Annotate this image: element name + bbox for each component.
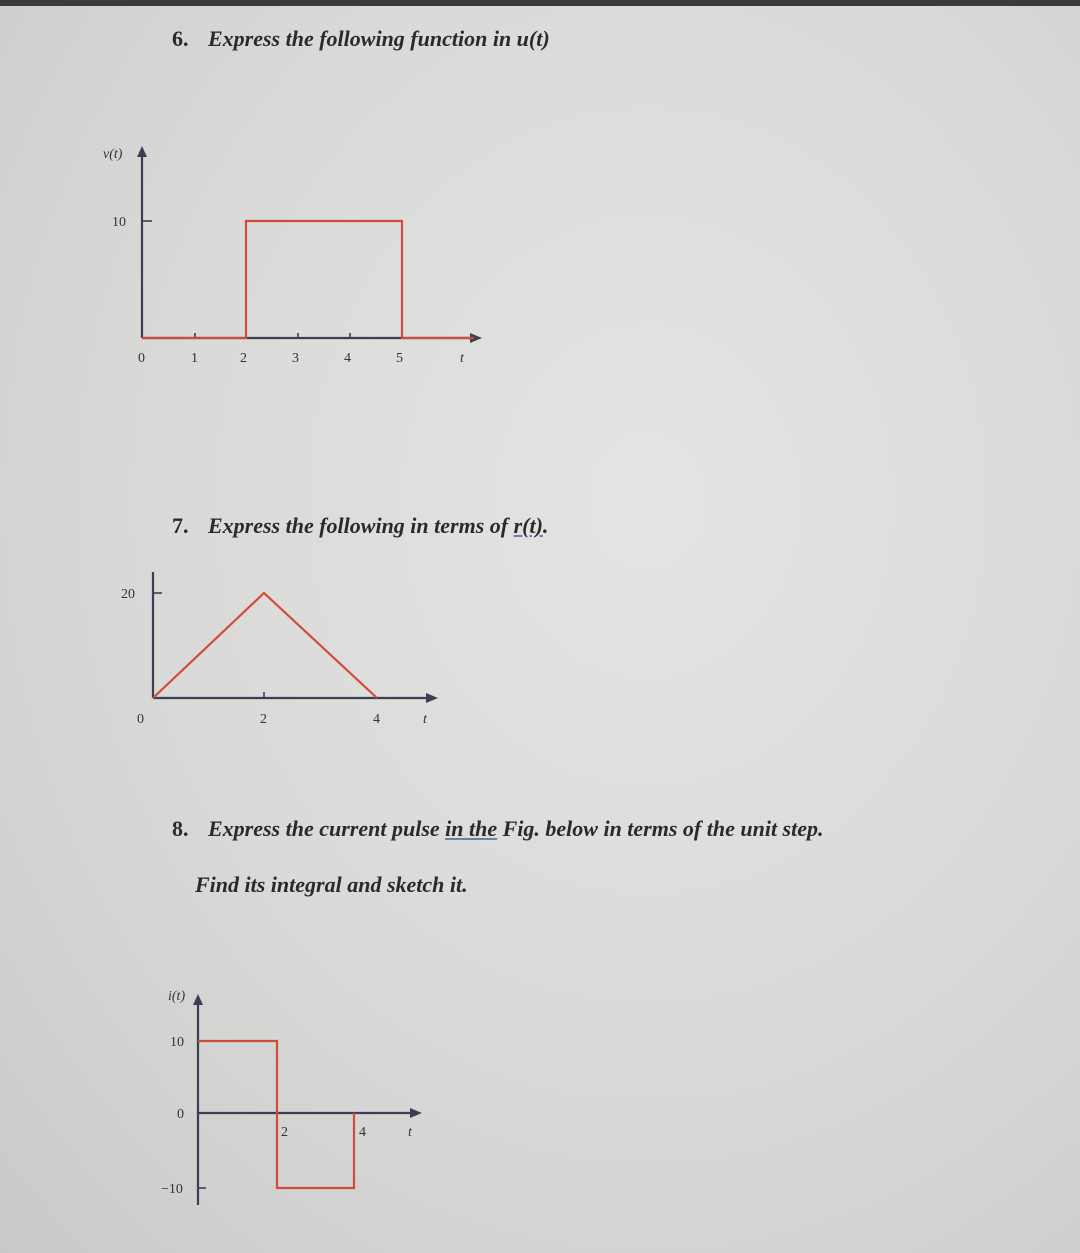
fig8-x-tick-label-4: 4 [359, 1125, 366, 1140]
question-8 [172, 816, 824, 842]
fig6-y-arrow [137, 146, 147, 157]
fig7-x-tick-label-4: 4 [373, 712, 380, 727]
fig8-y-tick-label-0: 0 [177, 1107, 184, 1122]
fig6-y-label: v(t) [103, 147, 123, 162]
figure-7-triangle [110, 565, 450, 740]
fig7-y-tick-label-0: 0 [137, 712, 144, 727]
question-8-number: 8. [172, 816, 189, 841]
question-6 [172, 26, 550, 52]
fig7-x-label: t [423, 712, 427, 727]
question-6-text: Express the following function in u(t) [208, 26, 550, 51]
fig6-x-tick-label-5: 5 [396, 351, 403, 366]
fig6-x-tick-label-1: 1 [191, 351, 198, 366]
question-7-term: r(t) [513, 513, 543, 538]
fig6-x-label: t [460, 351, 464, 366]
fig8-y-tick-label-neg10: −10 [161, 1182, 183, 1197]
fig6-pulse-line [142, 221, 474, 338]
question-6-number: 6. [172, 26, 189, 51]
fig8-x-label: t [408, 1125, 412, 1140]
question-7-number: 7. [172, 513, 189, 538]
question-8-text-b: Fig. below in terms of the unit step. [502, 816, 824, 841]
fig7-x-tick-label-2: 2 [260, 712, 267, 727]
question-8-line2: Find its integral and sketch it. [195, 872, 468, 897]
figure-6-step-pulse [90, 135, 500, 380]
fig8-y-label: i(t) [168, 989, 186, 1004]
question-7-end: . [542, 513, 549, 538]
fig6-x-tick-label-2: 2 [240, 351, 247, 366]
photo-top-edge [0, 0, 1080, 6]
fig8-x-arrow [410, 1108, 422, 1118]
figure-8-current-pulse [150, 980, 440, 1215]
fig8-y-arrow [193, 994, 203, 1005]
fig8-x-tick-label-2: 2 [281, 1125, 288, 1140]
fig7-triangle-line [153, 593, 377, 698]
fig6-x-tick-label-3: 3 [292, 351, 299, 366]
fig6-y-tick-label-10: 10 [112, 215, 126, 230]
question-7 [172, 513, 548, 539]
fig7-x-arrow [426, 693, 438, 703]
fig7-y-tick-label-20: 20 [121, 587, 135, 602]
fig6-x-tick-label-4: 4 [344, 351, 351, 366]
fig8-y-tick-label-10: 10 [170, 1035, 184, 1050]
fig8-pulse-line [198, 1041, 354, 1188]
question-8-text-a: Express the current pulse [208, 816, 440, 841]
question-7-text: Express the following in terms of [208, 513, 509, 538]
question-8-link: in the [445, 816, 498, 841]
fig6-x-tick-label-0: 0 [138, 351, 145, 366]
